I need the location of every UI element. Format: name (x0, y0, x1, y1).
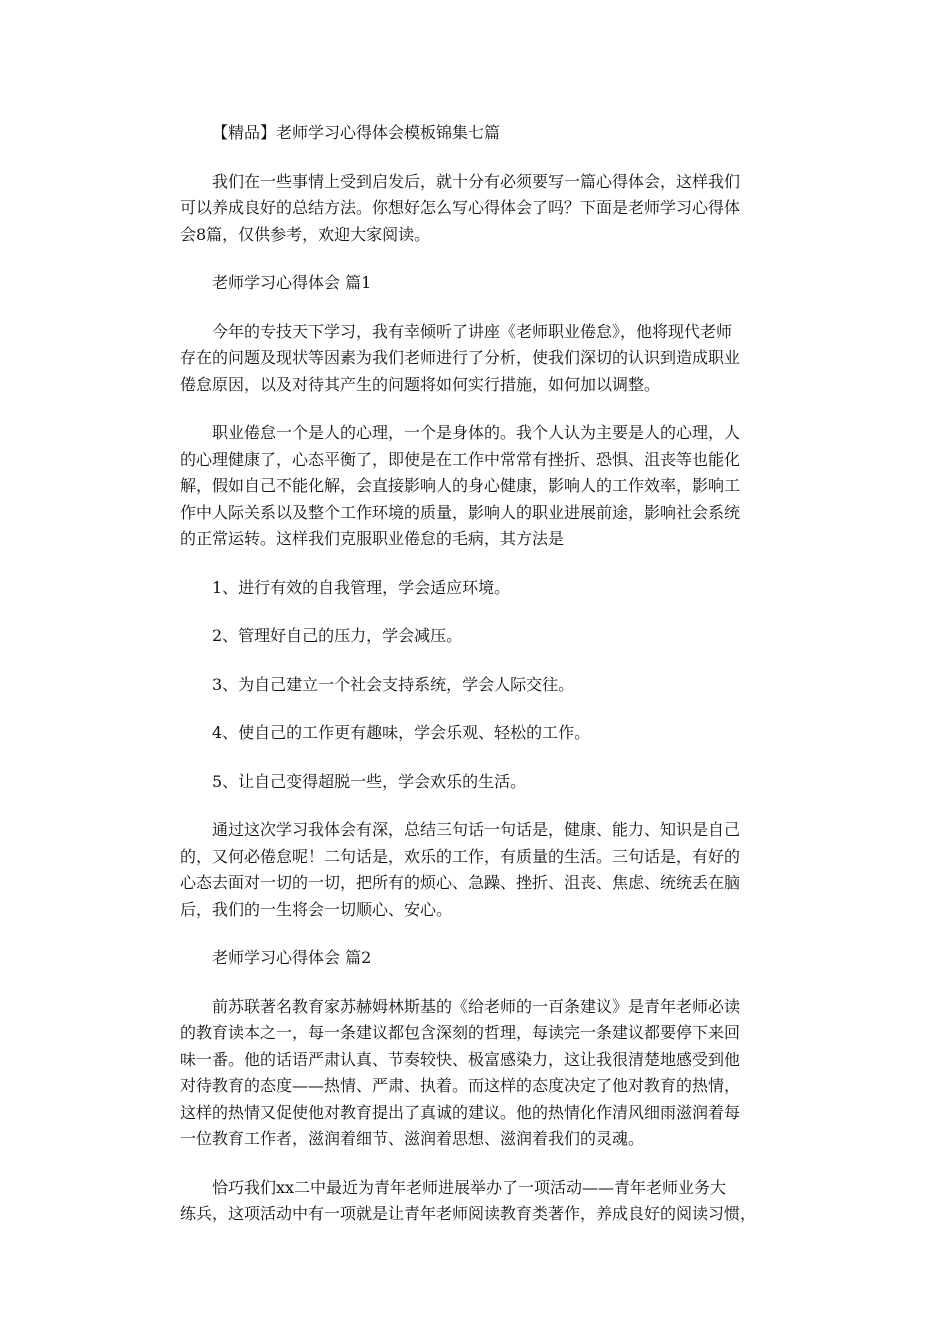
spacer (180, 923, 780, 945)
list-item: 5、让自己变得超脱一些，学会欢乐的生活。 (212, 771, 527, 791)
text-line: 通过这次学习我体会有深，总结三句话一句话是，健康、能力、知识是自己 (212, 820, 741, 839)
text-line: 可以养成良好的总结方法。你想好怎么写心得体会了吗？下面是老师学习心得体 (180, 198, 741, 217)
spacer (180, 972, 780, 994)
text-line: 一位教育工作者，滋润着细节、滋润着思想、滋润着我们的灵魂。 (180, 1129, 645, 1148)
list-item: 4、使自己的工作更有趣味，学会乐观、轻松的工作。 (212, 723, 591, 742)
text-line: 的教育读本之一，每一条建议都包含深刻的哲理，每读完一条建议都要停下来回 (180, 1023, 741, 1042)
text-line: 作中人际关系以及整个工作环境的质量，影响人的职业进展前途，影响社会系统 (180, 502, 741, 522)
spacer (180, 297, 780, 319)
spacer (180, 650, 780, 672)
text-line: 的，又何必倦怠呢！二句话是，欢乐的工作，有质量的生活。三句话是，有好的 (180, 846, 741, 866)
section-heading-1: 老师学习心得体会 篇1 (212, 273, 372, 292)
spacer (180, 398, 780, 420)
text-line: 倦怠原因，以及对待其产生的问题将如何实行措施，如何加以调整。 (180, 374, 661, 394)
text-line: 后，我们的一生将会一切顺心、安心。 (180, 899, 453, 919)
text-line: 恰巧我们xx二中最近为青年老师进展举办了一项活动——青年老师业务大 (212, 1177, 727, 1197)
section2-paragraph-2 (180, 1175, 780, 1228)
list-item: 1、进行有效的自我管理，学会适应环境。 (212, 577, 511, 597)
document-title: 【精品】老师学习心得体会模板锦集七篇 (212, 123, 501, 142)
section2-paragraph-1 (180, 994, 780, 1153)
text-line: 这样的热情又促使他对教育提出了真诚的建议。他的热情化作清风细雨滋润着每 (180, 1102, 741, 1122)
spacer (180, 248, 780, 270)
spacer (180, 601, 780, 623)
text-line: 的正常运转。这样我们克服职业倦怠的毛病，其方法是 (180, 529, 565, 548)
text-line: 我们在一些事情上受到启发后，就十分有必须要写一篇心得体会，这样我们 (212, 171, 741, 191)
text-line: 今年的专技天下学习，我有幸倾听了讲座《老师职业倦怠》，他将现代老师 (212, 321, 733, 341)
text-line: 味一番。他的话语严肃认真、节奏较快、极富感染力，这让我很清楚地感受到他 (180, 1049, 741, 1069)
document-page (180, 120, 780, 1228)
intro-paragraph (180, 169, 780, 249)
text-line: 解，假如自己不能化解，会直接影响人的身心健康，影响人的工作效率，影响工 (180, 476, 741, 495)
text-line: 练兵，这项活动中有一项就是让青年老师阅读教育类著作，养成良好的阅读习惯， (180, 1204, 757, 1223)
section-heading-2: 老师学习心得体会 篇2 (212, 948, 372, 967)
text-line: 对待教育的态度——热情、严肃、执着。而这样的态度决定了他对教育的热情， (180, 1076, 741, 1095)
text-line: 心态去面对一切的一切，把所有的烦心、急躁、挫折、沮丧、焦虑、统统丢在脑 (180, 873, 741, 892)
list-item: 2、管理好自己的压力，学会减压。 (212, 626, 463, 645)
list-item: 3、为自己建立一个社会支持系统，学会人际交往。 (212, 674, 575, 694)
section1-paragraph-1 (180, 319, 780, 399)
section1-paragraph-2 (180, 420, 780, 553)
spacer (180, 147, 780, 169)
text-line: 前苏联著名教育家苏赫姆林斯基的《给老师的一百条建议》是青年老师必读 (212, 996, 741, 1016)
spacer (180, 1153, 780, 1175)
text-line: 的心理健康了，心态平衡了，即使是在工作中常常有挫折、恐惧、沮丧等也能化 (180, 449, 741, 469)
spacer (180, 747, 780, 769)
spacer (180, 795, 780, 817)
spacer (180, 698, 780, 720)
section1-paragraph-3 (180, 817, 780, 923)
text-line: 存在的问题及现状等因素为我们老师进行了分析，使我们深切的认识到造成职业 (180, 348, 741, 367)
text-line: 职业倦怠一个是人的心理，一个是身体的。我个人认为主要是人的心理，人 (212, 423, 741, 442)
spacer (180, 553, 780, 575)
text-line: 会8篇，仅供参考，欢迎大家阅读。 (180, 224, 431, 244)
